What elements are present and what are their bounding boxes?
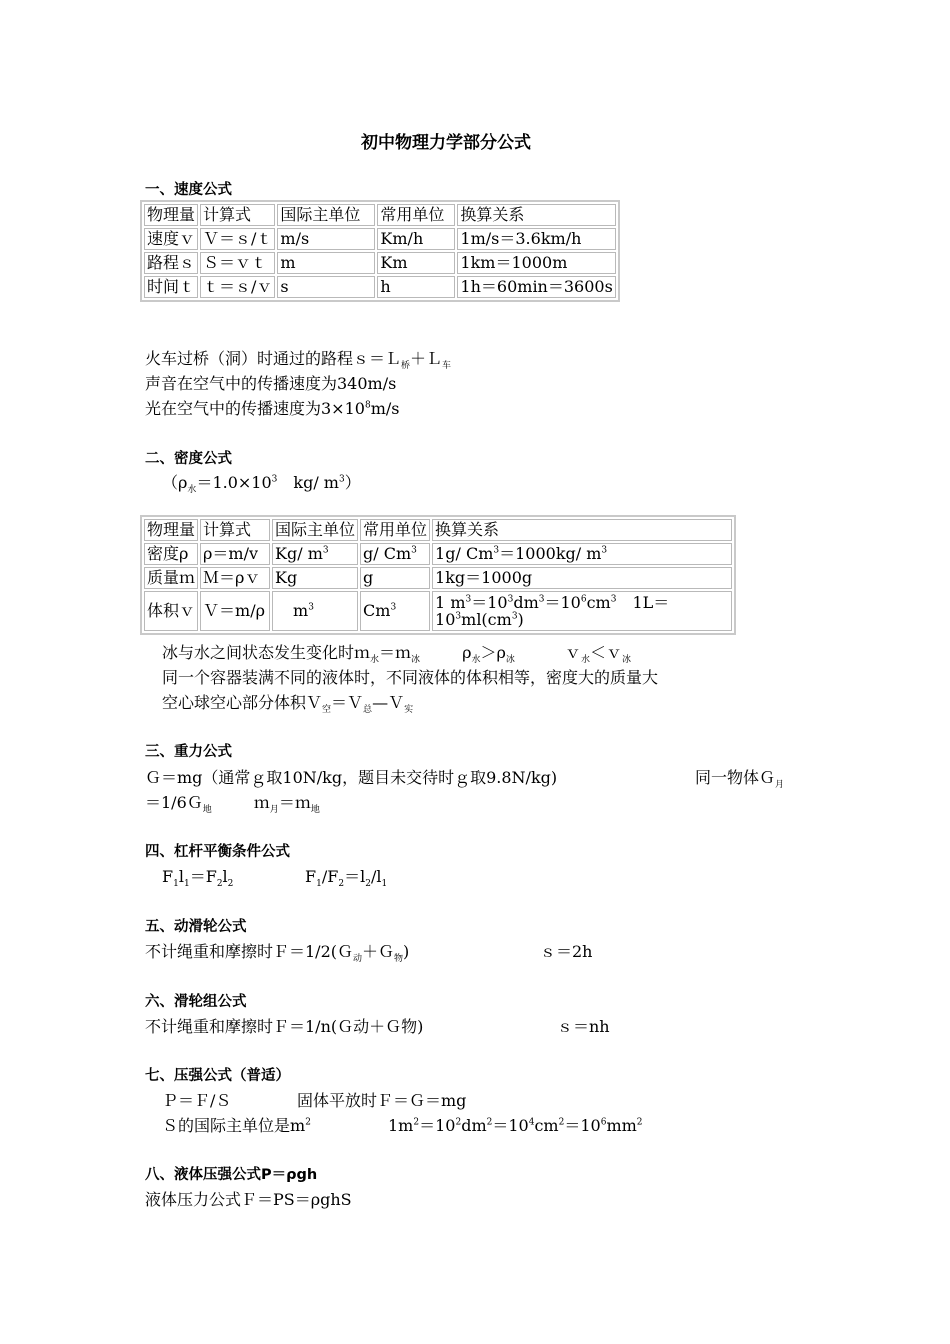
- table-cell: g: [360, 567, 430, 589]
- lever-formula-2: $F_1/F_2=l_2/l_1$: [305, 867, 388, 890]
- table-cell: Km: [377, 252, 455, 274]
- table-cell: 1km＝1000m: [457, 252, 615, 274]
- table-cell: 速度ｖ: [144, 228, 198, 250]
- table-row: [144, 591, 732, 631]
- table-cell: ｔ＝ｓ/ｖ: [200, 276, 275, 298]
- table-cell: 1m/s＝3.6km/h: [457, 228, 615, 250]
- note-sound-speed: 声音在空气中的传播速度为340m/s: [145, 374, 397, 393]
- table-cell: s: [277, 276, 375, 298]
- table-cell: 换算关系: [432, 519, 732, 541]
- liquid-force-formula: 液体压力公式Ｆ＝PS＝ρghS: [145, 1190, 352, 1209]
- table-cell: [432, 591, 732, 631]
- table-cell: Kg: [272, 567, 358, 589]
- note-bridge: 火车过桥（洞）时通过的路程ｓ＝Ｌ$_桥$＋Ｌ$_车$: [145, 349, 452, 372]
- table-cell: 物理量: [144, 204, 198, 226]
- volume-conversion-line2: $10^3ml(cm^3)$: [435, 610, 524, 629]
- table-cell: Kg/ $m^3$: [272, 543, 358, 565]
- table-cell: Km/h: [377, 228, 455, 250]
- table-header-row: [144, 519, 732, 541]
- table-row: [144, 276, 616, 298]
- table-cell: m: [277, 252, 375, 274]
- solid-pressure-note: 固体平放时Ｆ＝Ｇ＝mg: [297, 1091, 467, 1110]
- table-cell: 体积ｖ: [144, 591, 198, 631]
- pulley-block-formula: 不计绳重和摩擦时Ｆ＝1/n(Ｇ动＋Ｇ物): [145, 1017, 424, 1036]
- table-cell: 换算关系: [457, 204, 615, 226]
- table-cell: 计算式: [200, 519, 270, 541]
- note-water-density: （$\rho_水=1.0\times 10^3$ kg/ $m^3$）: [162, 473, 361, 496]
- table-cell: g/ Cm$^3$: [360, 543, 430, 565]
- movable-pulley-formula: 不计绳重和摩擦时Ｆ＝1/2(Ｇ$_动$＋Ｇ$_物$): [145, 942, 410, 965]
- table-cell: m/s: [277, 228, 375, 250]
- section-heading-speed: 一、速度公式: [145, 182, 232, 198]
- table-cell: Ｍ＝ρｖ: [200, 567, 270, 589]
- movable-pulley-distance: ｓ＝2h: [540, 942, 593, 961]
- table-cell: 计算式: [200, 204, 275, 226]
- section-heading-pressure: 七、压强公式（普适）: [145, 1068, 290, 1084]
- speed-table: [140, 200, 620, 302]
- table-cell: 质量ｍ: [144, 567, 198, 589]
- density-table: [140, 515, 736, 635]
- table-cell: ρ＝m/v: [200, 543, 270, 565]
- table-row: [144, 252, 616, 274]
- lever-formula-1: $F_1l_1=F_2l_2$: [162, 867, 234, 890]
- volume-conversion-line1: 1 $m^3=10^3dm^3=10^6cm^3$ 1L＝: [435, 593, 670, 612]
- table-cell: Cm$^3$: [360, 591, 430, 631]
- table-cell: $m^3$: [272, 591, 358, 631]
- section-heading-liquid-pressure: 八、液体压强公式P＝ρgh: [145, 1167, 318, 1183]
- table-cell: 路程ｓ: [144, 252, 198, 274]
- table-row: [144, 228, 616, 250]
- pulley-block-distance: ｓ＝nh: [557, 1017, 610, 1036]
- note-hollow-ball: 空心球空心部分体积Ｖ$_空$＝Ｖ$_总$—Ｖ$_实$: [162, 693, 414, 716]
- table-cell: 时间ｔ: [144, 276, 198, 298]
- area-unit-note: Ｓ的国际主单位是$m^2$: [162, 1116, 311, 1135]
- table-cell: 常用单位: [360, 519, 430, 541]
- note-ice-water: 冰与水之间状态发生变化时ｍ$_水$＝ｍ$_冰$ $\rho_水>\rho_冰$ ｖ$_水$＜ｖ$_冰$: [162, 643, 631, 666]
- table-cell: 1kg＝1000g: [432, 567, 732, 589]
- table-cell: 1g/ $Cm^3=1000kg/$ $m^3$: [432, 543, 732, 565]
- table-cell: h: [377, 276, 455, 298]
- table-cell: Ｓ＝ｖｔ: [200, 252, 275, 274]
- table-header-row: [144, 204, 616, 226]
- table-cell: Ｖ＝ｓ/ｔ: [200, 228, 275, 250]
- area-conversion: $1m^2=10^2dm^2=10^4cm^2=10^6mm^2$: [388, 1116, 643, 1135]
- section-heading-movable-pulley: 五、动滑轮公式: [145, 919, 247, 935]
- gravity-moon-note: 同一物体Ｇ$_月$: [695, 768, 785, 791]
- section-heading-density: 二、密度公式: [145, 451, 232, 467]
- note-same-container: 同一个容器装满不同的液体时，不同液体的体积相等，密度大的质量大: [162, 668, 659, 687]
- gravity-formula: Ｇ＝mg（通常ｇ取10N/kg，题目未交待时ｇ取9.8N/kg): [145, 768, 558, 787]
- section-heading-pulley-block: 六、滑轮组公式: [145, 994, 247, 1010]
- gravity-moon-formula: ＝1/6Ｇ$_地$ ｍ$_月$＝ｍ$_地$: [145, 793, 320, 816]
- section-heading-lever: 四、杠杆平衡条件公式: [145, 844, 290, 860]
- table-cell: Ｖ＝m/ρ: [200, 591, 270, 631]
- table-row: [144, 543, 732, 565]
- table-cell: 常用单位: [377, 204, 455, 226]
- table-cell: 1h＝60min＝3600s: [457, 276, 615, 298]
- table-cell: 国际主单位: [272, 519, 358, 541]
- pressure-formula: Ｐ＝Ｆ/Ｓ: [162, 1091, 232, 1110]
- table-row: [144, 567, 732, 589]
- note-light-speed: 光在空气中的传播速度为$3\times 10^8m/s$: [145, 399, 400, 418]
- table-cell: 国际主单位: [277, 204, 375, 226]
- table-cell: 物理量: [144, 519, 198, 541]
- table-cell: 密度ρ: [144, 543, 198, 565]
- page-title: 初中物理力学部分公式: [361, 133, 531, 153]
- section-heading-gravity: 三、重力公式: [145, 744, 232, 760]
